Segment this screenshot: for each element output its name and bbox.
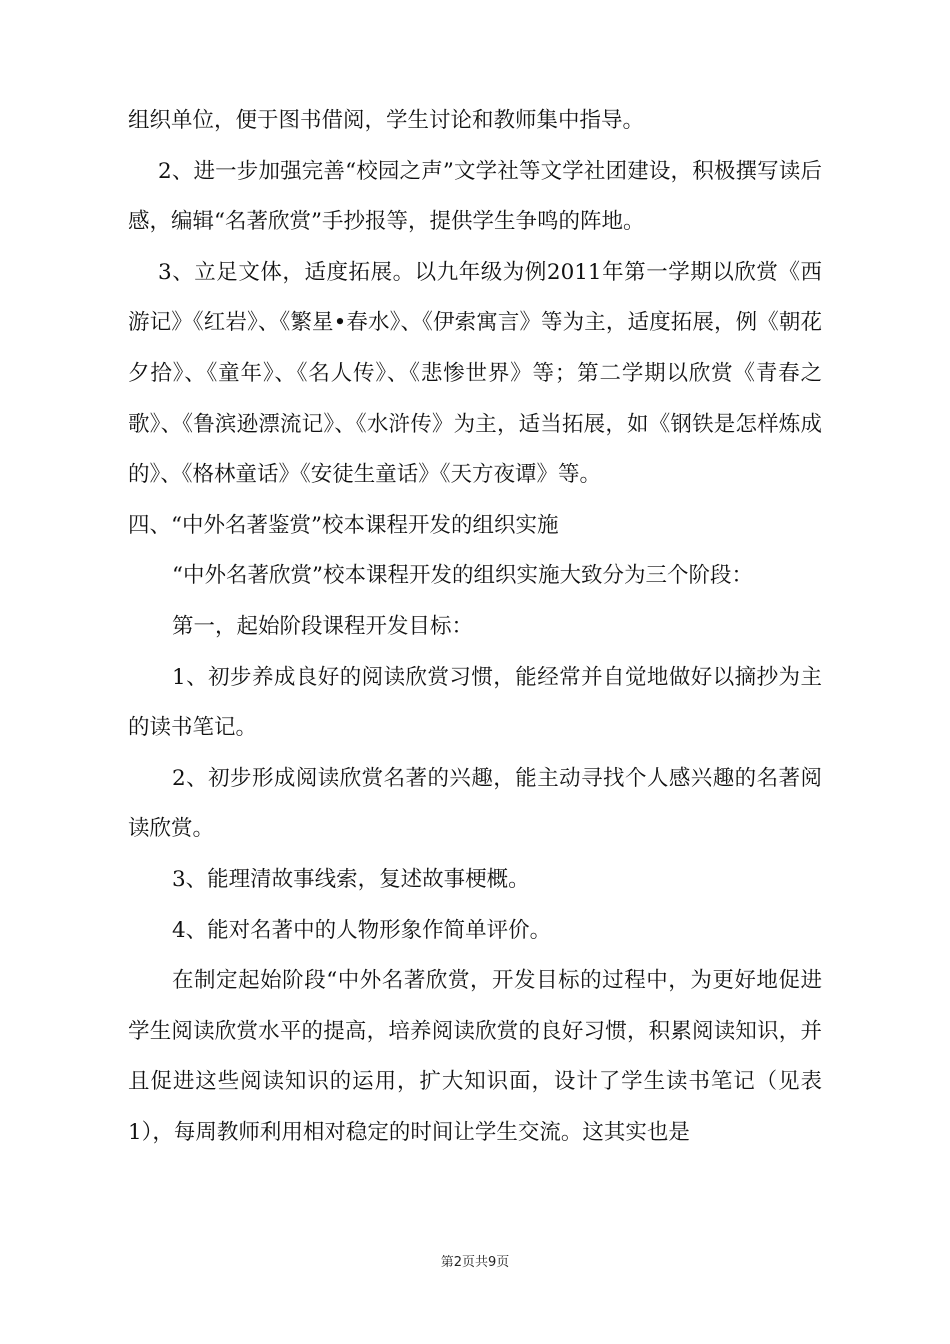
paragraph-item-2-literary-club: 2、进一步加强完善“校园之声”文学社等文学社团建设，积极撰写读后感，编辑“名著欣赏”手抄报等，提供学生争鸣的阵地。: [128, 158, 822, 235]
paragraph-goal-2: 2、初步形成阅读欣赏名著的兴趣，能主动寻找个人感兴趣的名著阅读欣赏。: [128, 765, 822, 842]
paragraph-goal-1: 1、初步养成良好的阅读欣赏习惯，能经常并自觉地做好以摘抄为主的读书笔记。: [128, 664, 822, 741]
paragraph-item-3-reading-list: 3、立足文体，适度拓展。以九年级为例2011年第一学期以欣赏《西游记》《红岩》、《繁星•春水》、《伊索寓言》等为主，适度拓展，例《朝花夕拾》、《童年》、《名人传》、《悲惨世界》等；第二学期以欣赏《青春之歌》、《鲁滨逊漂流记》、《水浒传》为主，适当拓展，如《钢铁是怎样炼成的》、《格林童话》《安徒生童话》《天方夜谭》等。: [128, 259, 822, 488]
document-body: [128, 96, 822, 1158]
page-footer: [0, 1254, 950, 1272]
paragraph-continuation: 组织单位，便于图书借阅，学生讨论和教师集中指导。: [128, 108, 645, 133]
paragraph-reading-notes: 在制定起始阶段“中外名著欣赏，开发目标的过程中，为更好地促进学生阅读欣赏水平的提高，培养阅读欣赏的良好习惯，积累阅读知识，并且促进这些阅读知识的运用，扩大知识面，设计了学生读书笔记（见表1），每周教师利用相对稳定的时间让学生交流。这其实也是: [128, 968, 822, 1145]
section-heading-four: 四、“中外名著鉴赏”校本课程开发的组织实施: [128, 512, 559, 538]
page-number-label: 第2页共9页: [440, 1255, 510, 1270]
paragraph-stage-one-title: 第一，起始阶段课程开发目标：: [172, 613, 474, 639]
paragraph-goal-4: 4、能对名著中的人物形象作简单评价。: [172, 917, 552, 943]
paragraph-goal-3: 3、能理清故事线索，复述故事梗概。: [172, 866, 530, 892]
paragraph-three-stages: “中外名著欣赏”校本课程开发的组织实施大致分为三个阶段：: [172, 563, 753, 589]
